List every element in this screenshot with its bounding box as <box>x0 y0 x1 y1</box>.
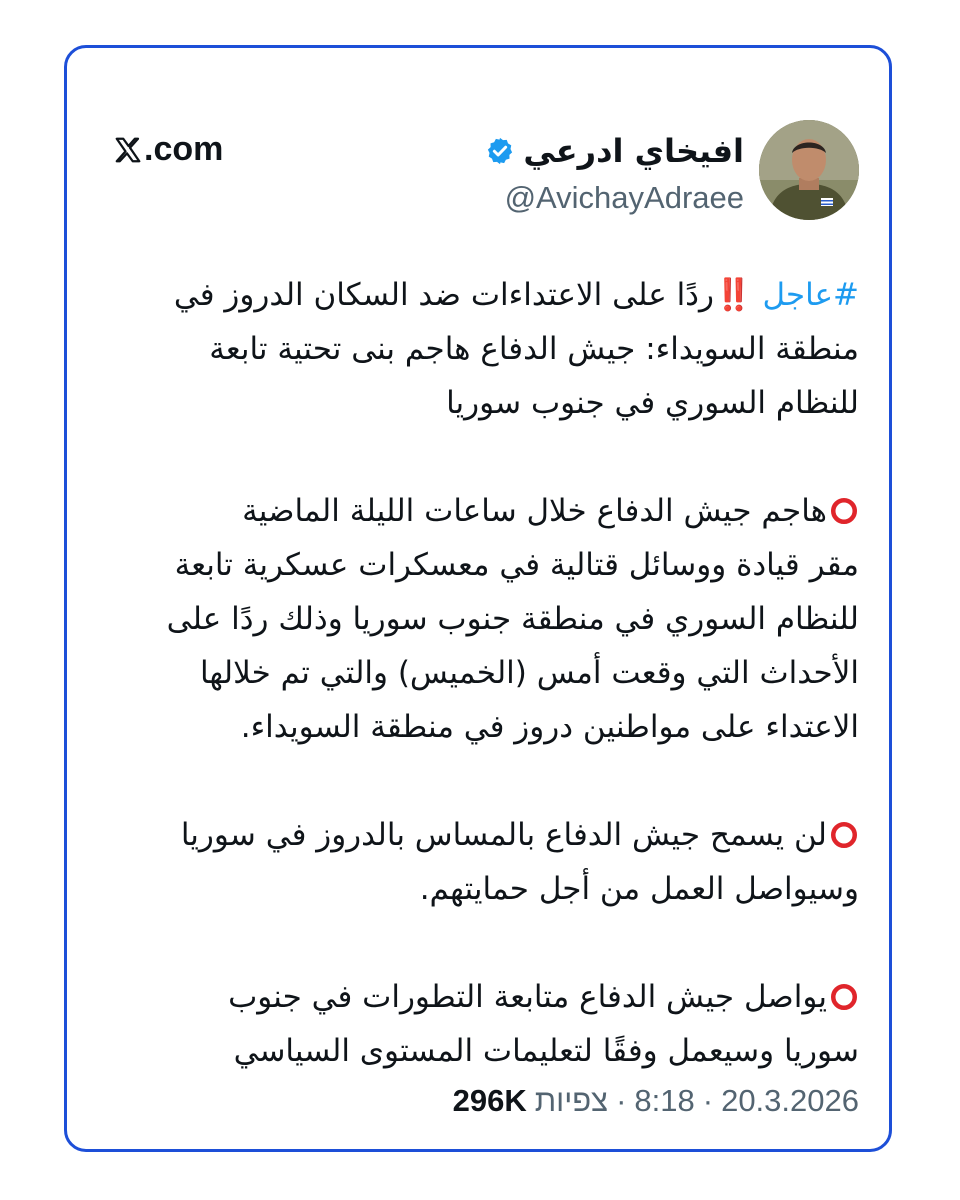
red-circle-icon <box>829 982 859 1012</box>
tweet-line: سوريا وسيعمل وفقًا لتعليمات المستوى السياسي <box>233 1033 859 1069</box>
tweet-line-text: يواصل جيش الدفاع متابعة التطورات في جنوب <box>228 979 827 1015</box>
tweet-author <box>485 128 744 216</box>
author-handle[interactable]: @AvichayAdraee <box>504 180 744 215</box>
tweet-line <box>89 268 859 322</box>
tweet-meta <box>453 1083 859 1119</box>
x-logo-icon <box>113 135 143 165</box>
tweet-paragraph <box>89 484 859 754</box>
tweet-paragraph <box>89 808 859 916</box>
meta-separator: · <box>702 1083 714 1118</box>
verified-badge-icon <box>485 136 515 166</box>
tweet-line: الاعتداء على مواطنين دروز في منطقة السويداء. <box>240 709 859 745</box>
site-label[interactable] <box>113 130 223 169</box>
tweet-line: للنظام السوري في جنوب سوريا <box>446 385 859 421</box>
tweet-date[interactable]: 20.3.2026 <box>721 1083 859 1118</box>
tweet-line-text: لن يسمح جيش الدفاع بالمساس بالدروز في سوريا <box>180 817 827 853</box>
views-label: צפיות <box>534 1083 609 1118</box>
avatar-image <box>759 120 859 220</box>
tweet-line: الأحداث التي وقعت أمس (الخميس) والتي تم خلالها <box>199 655 859 691</box>
author-name-row <box>485 128 744 174</box>
author-name[interactable]: افيخاي ادرعي <box>523 132 744 170</box>
red-circle-icon <box>829 820 859 850</box>
double-exclamation-icon: ‼️ <box>713 277 753 313</box>
tweet-paragraph <box>89 268 859 430</box>
tweet-time[interactable]: 8:18 <box>634 1083 695 1118</box>
tweet-line: منطقة السويداء: جيش الدفاع هاجم بنى تحتية تابعة <box>209 331 859 367</box>
tweet-text <box>89 268 859 1078</box>
tweet-line-text: ردًا على الاعتداءات ضد السكان الدروز في <box>173 277 714 313</box>
red-circle-icon <box>829 496 859 526</box>
tweet-line <box>89 484 859 538</box>
tweet-card <box>64 45 892 1152</box>
views-count[interactable]: 296K <box>452 1083 527 1118</box>
site-domain: .com <box>144 130 224 168</box>
tweet-line <box>89 970 859 1024</box>
avatar[interactable] <box>759 120 859 220</box>
tweet-line <box>89 808 859 862</box>
hashtag-link[interactable]: #عاجل <box>762 277 859 313</box>
tweet-line: للنظام السوري في منطقة جنوب سوريا وذلك ردًا على <box>166 601 859 637</box>
tweet-line: وسيواصل العمل من أجل حمايتهم. <box>419 871 859 907</box>
tweet-line: مقر قيادة ووسائل قتالية في معسكرات عسكرية تابعة <box>174 547 859 583</box>
meta-separator: · <box>616 1083 627 1118</box>
tweet-line-text: هاجم جيش الدفاع خلال ساعات الليلة الماضية <box>242 493 827 529</box>
tweet-paragraph <box>89 970 859 1078</box>
